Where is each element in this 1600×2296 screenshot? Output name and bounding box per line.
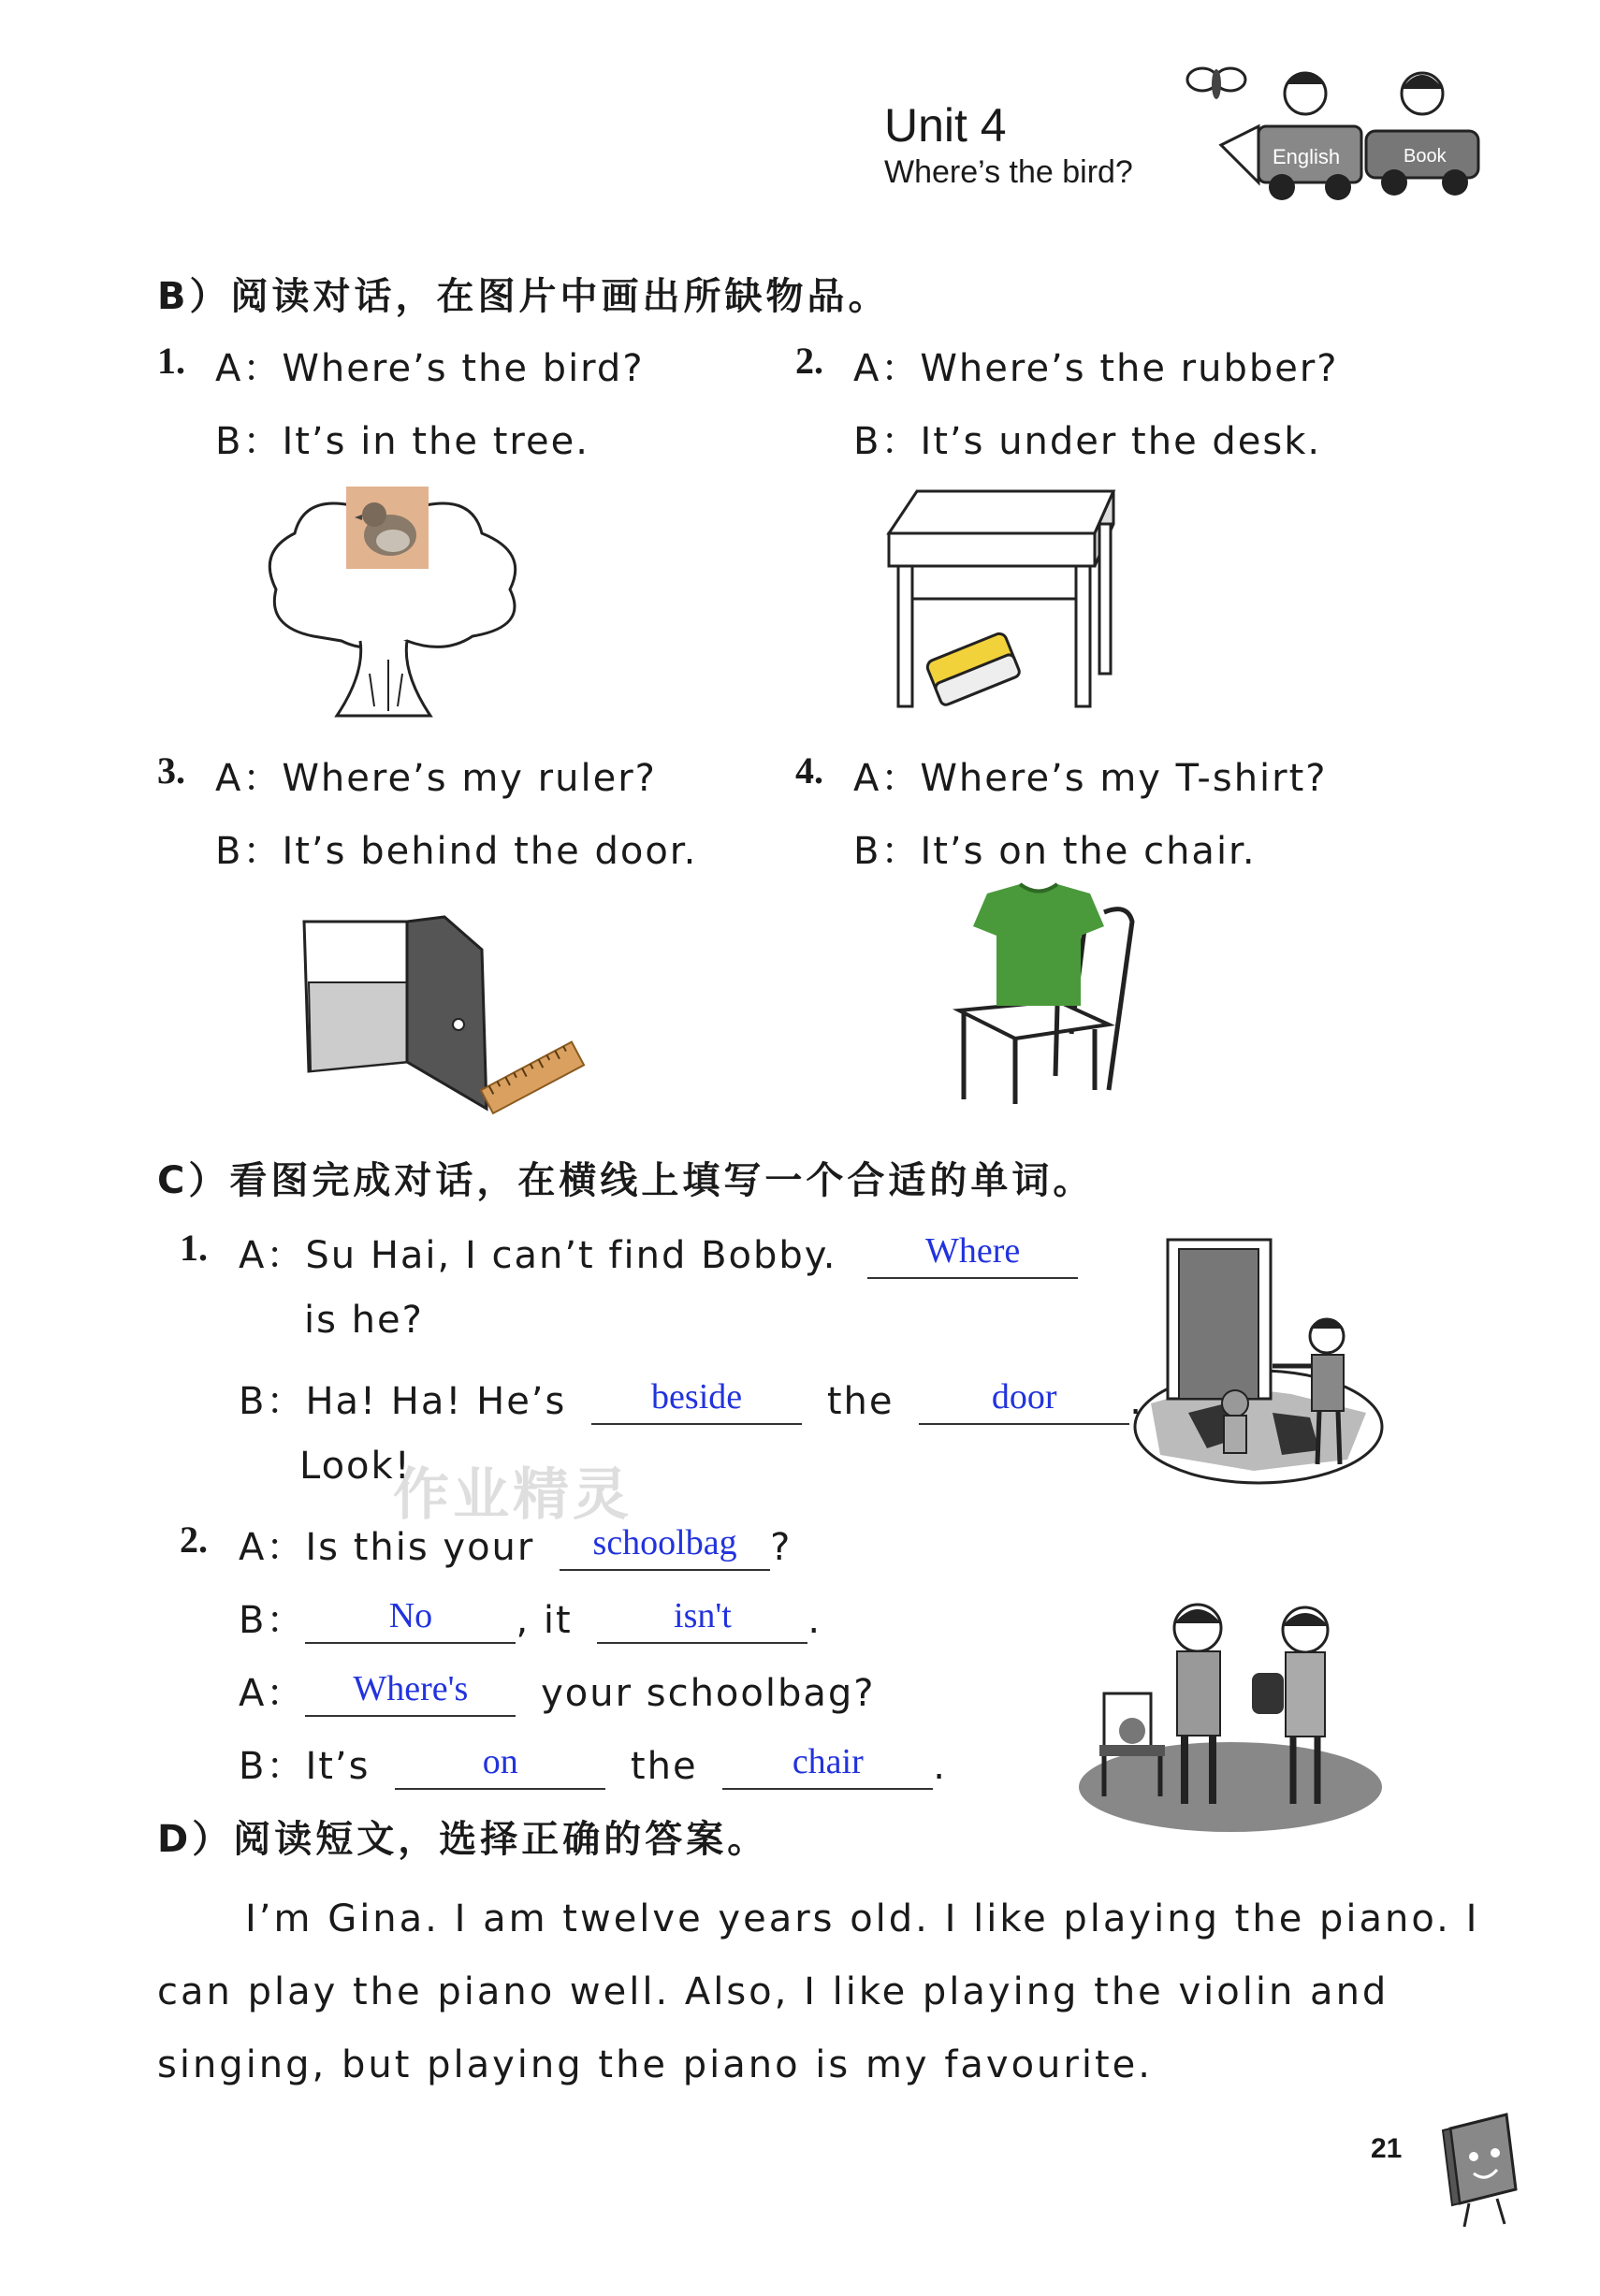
book-label: Book [1404, 146, 1447, 167]
c-q2-l2-end: . [807, 1599, 822, 1642]
c-q1-b-cont: Look! [299, 1445, 412, 1488]
c-q2-blank-6[interactable] [722, 1743, 933, 1790]
scene-schoolbag-illustration [1076, 1591, 1385, 1834]
section-c-title: C）看图完成对话，在横线上填写一个合适的单词。 [157, 1159, 1095, 1202]
c-q2-blank-2[interactable] [305, 1597, 516, 1644]
c-q2-blank-4[interactable] [305, 1670, 516, 1717]
passage-line-3: singing, but playing the piano is my favourite. [157, 2043, 1153, 2086]
tree-with-bird-illustration [257, 487, 538, 720]
b-item-3-question: A：Where’s my ruler? [215, 757, 657, 800]
c-q2-l3-end: your schoolbag? [541, 1672, 876, 1715]
rubber-icon [925, 632, 1021, 706]
c-q2-blank-1[interactable] [560, 1524, 770, 1571]
pencil-label: English [1273, 145, 1341, 168]
bird-icon [346, 487, 429, 569]
c-q1-blank-3[interactable] [919, 1378, 1129, 1425]
c-q2-line2 [239, 1591, 822, 1644]
reading-passage [157, 1882, 1480, 2101]
c-q1-answer-1: Where [925, 1231, 1021, 1271]
c-q1-a-text: A：Su Hai, I can’t find Bobby. [239, 1234, 837, 1277]
c-q2-answer-1: schoolbag [592, 1523, 737, 1562]
book-mascot-icon [1432, 2110, 1535, 2231]
c-q2-l4-text: B：It’s [239, 1745, 371, 1788]
c-q1-b-end: . [1129, 1380, 1143, 1423]
b-item-2-number: 2. [795, 340, 823, 382]
b-item-2-question: A：Where’s the rubber? [853, 347, 1339, 390]
door-with-ruler-illustration [299, 908, 589, 1132]
c-q1-line2 [239, 1372, 1143, 1425]
b-item-1-question: A：Where’s the bird? [215, 347, 645, 390]
c-q1-blank-1[interactable] [867, 1232, 1078, 1279]
butterfly-icon [1187, 68, 1245, 99]
c-q1-b-text2: the [826, 1380, 895, 1423]
c-q1-b-text1: B：Ha! Ha! He’s [239, 1380, 567, 1423]
passage-line-2: can play the piano well. Also, I like playing the violin and [157, 1970, 1389, 2013]
c-q2-l2-mid: , it [516, 1599, 573, 1642]
section-b-title: B）阅读对话，在图片中画出所缺物品。 [157, 275, 890, 318]
scene-girl-at-door-illustration [1132, 1226, 1385, 1488]
b-item-3-number: 3. [157, 749, 185, 792]
unit-subtitle: Where’s the bird? [884, 154, 1133, 190]
b-item-1-number: 1. [157, 340, 185, 382]
ruler-icon [481, 1042, 584, 1113]
c-q2-blank-3[interactable] [597, 1597, 807, 1644]
c-q2-answer-4: Where's [353, 1669, 469, 1708]
c-q1-answer-2: beside [651, 1377, 743, 1417]
header-cartoon-illustration [1174, 51, 1511, 211]
b-item-2-answer: B：It’s under the desk. [853, 420, 1322, 463]
c-q1-number: 1. [180, 1227, 208, 1269]
desk-with-rubber-illustration [870, 487, 1123, 716]
unit-title: Unit 4 [884, 99, 1007, 152]
c-q1-line1 [239, 1226, 1078, 1279]
c-q2-blank-5[interactable] [395, 1743, 605, 1790]
c-q2-answer-6: chair [792, 1742, 864, 1781]
c-q2-answer-2: No [388, 1596, 433, 1635]
c-q1-blank-2[interactable] [591, 1378, 802, 1425]
watermark: 作业精灵 [393, 1462, 633, 1528]
c-q2-line3 [239, 1664, 876, 1717]
bobby-icon [1222, 1390, 1248, 1453]
pencil-car-icon [1221, 126, 1361, 200]
b-item-1-answer: B：It’s in the tree. [215, 420, 589, 463]
b-item-4-answer: B：It’s on the chair. [853, 830, 1257, 873]
passage-line-1: I’m Gina. I am twelve years old. I like playing the piano. I [245, 1897, 1480, 1940]
section-d-title: D）阅读短文，选择正确的答案。 [157, 1818, 769, 1861]
c-q2-answer-3: isn't [674, 1596, 732, 1635]
c-q2-line4 [239, 1737, 947, 1790]
c-q2-l3-text: A： [239, 1672, 306, 1715]
b-item-4-question: A：Where’s my T-shirt? [853, 757, 1328, 800]
girl-icon [1402, 73, 1443, 114]
c-q2-l1-end: ? [770, 1526, 793, 1569]
chair-with-tshirt-illustration [945, 884, 1160, 1109]
c-q1-a-cont: is he? [304, 1299, 424, 1342]
boy-icon [1285, 73, 1326, 115]
page-number: 21 [1371, 2133, 1403, 2164]
book-car-icon [1366, 131, 1478, 196]
c-q2-l4-mid: the [630, 1745, 698, 1788]
c-q2-l4-end: . [933, 1745, 948, 1788]
b-item-4-number: 4. [795, 749, 823, 792]
c-q2-l2-text: B： [239, 1599, 306, 1642]
c-q2-l1-text: A：Is this your [239, 1526, 535, 1569]
c-q2-number: 2. [180, 1519, 208, 1561]
b-item-3-answer: B：It’s behind the door. [215, 830, 698, 873]
c-q2-answer-5: on [482, 1742, 518, 1781]
c-q1-answer-3: door [991, 1377, 1057, 1417]
